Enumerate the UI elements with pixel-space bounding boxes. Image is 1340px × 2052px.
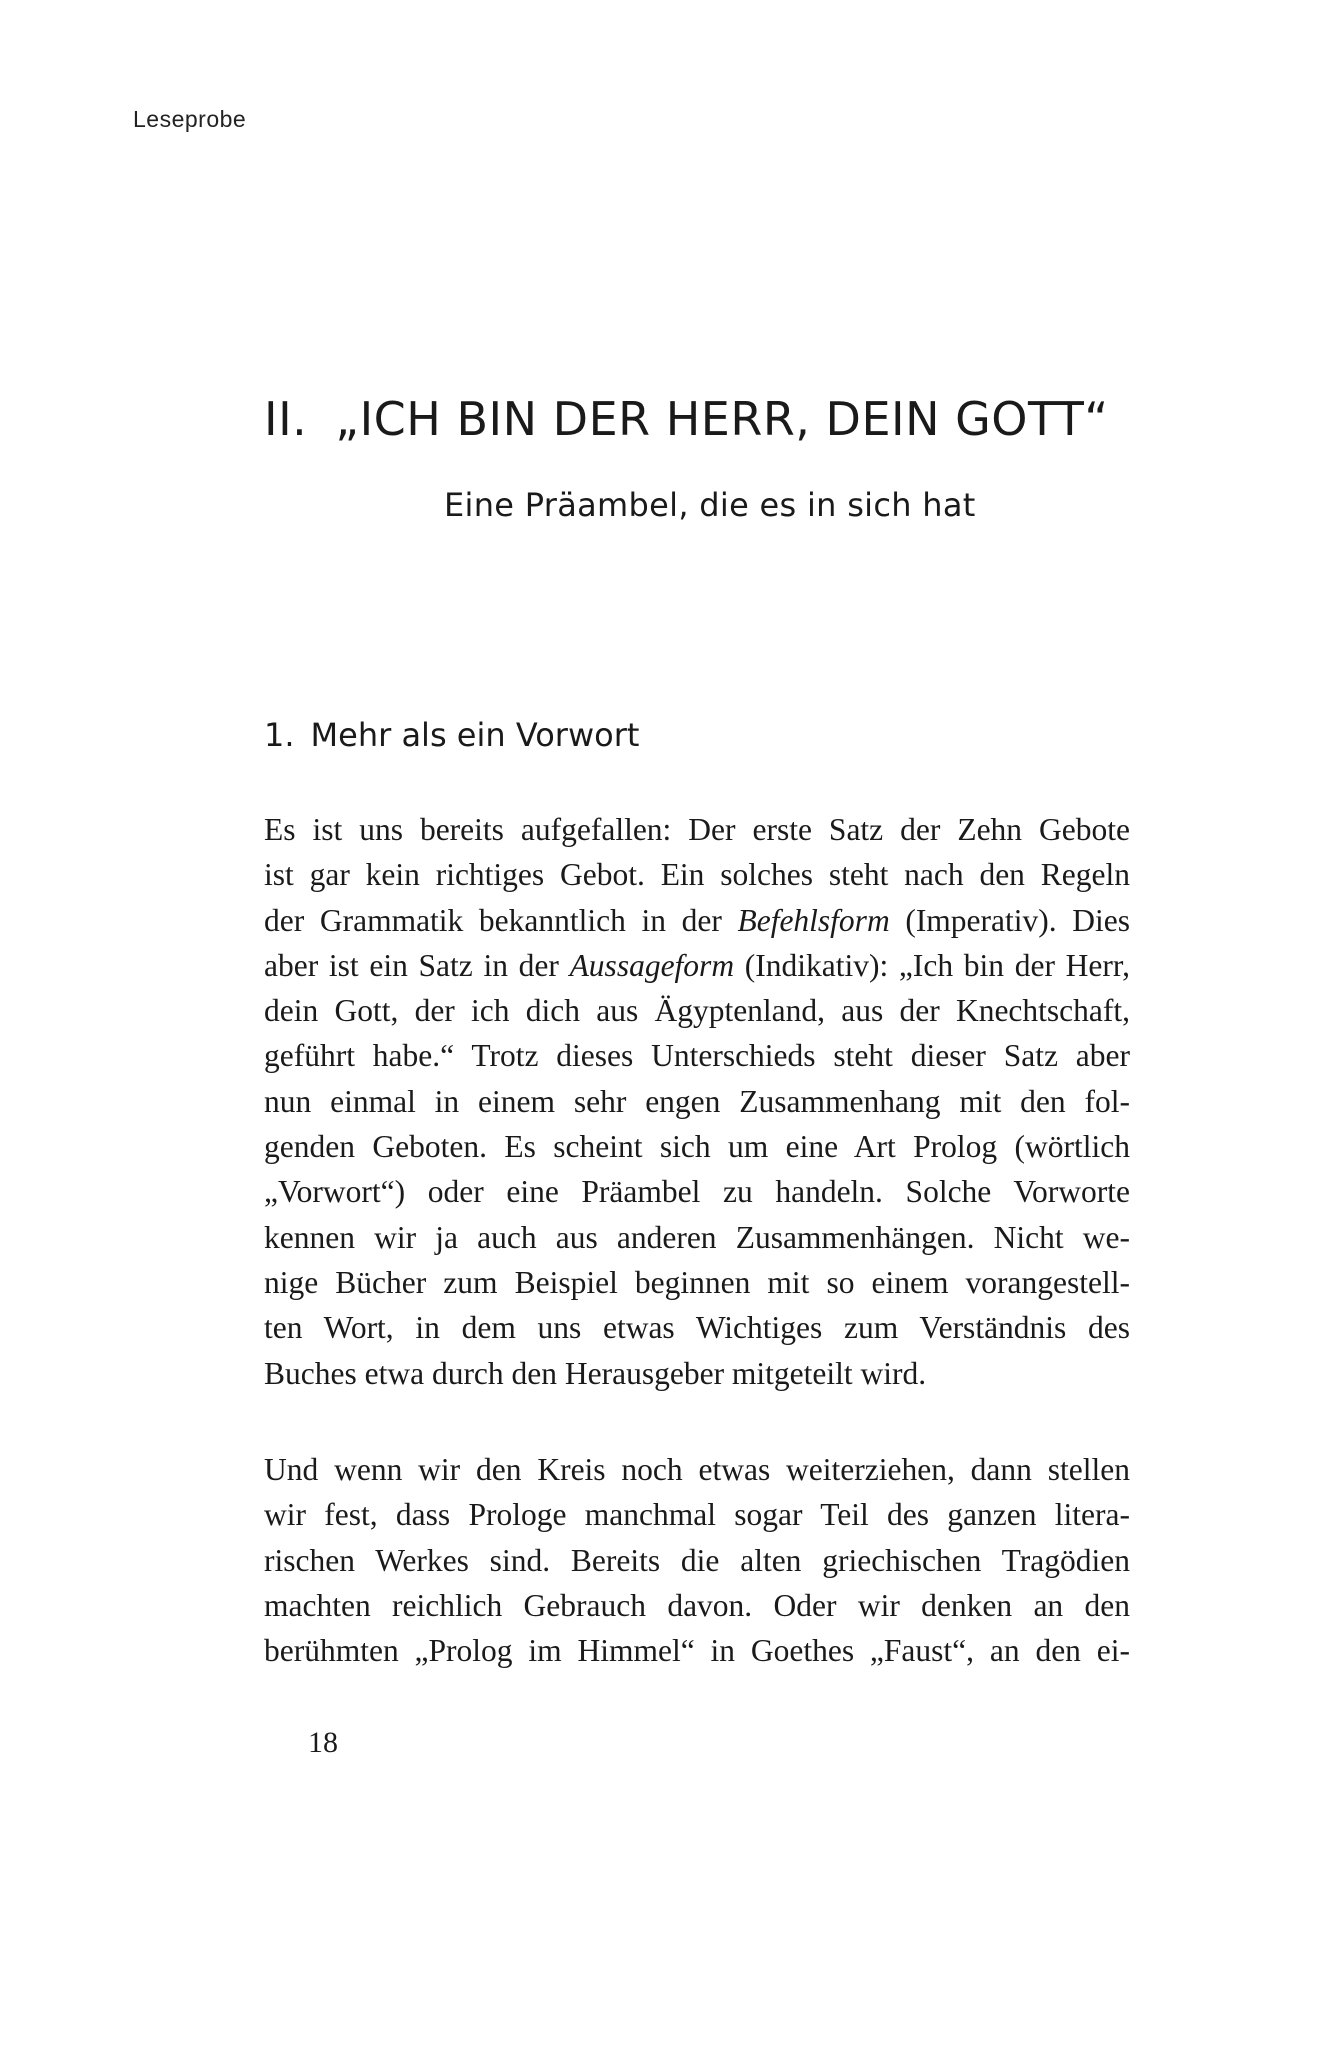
paragraph-line: Es ist uns bereits aufgefallen: Der erste Satz der Zehn Gebote	[264, 812, 1130, 847]
paragraph-line: geführt habe.“ Trotz dieses Unterschieds steht dieser Satz aber	[264, 1038, 1130, 1074]
paragraph-line: ist gar kein richtiges Gebot. Ein solches steht nach den Regeln	[264, 857, 1130, 893]
paragraph-line: berühmten „Prolog im Himmel“ in Goethes „Faust“, an den ei-	[264, 1633, 1130, 1669]
paragraph-2	[264, 1447, 1130, 1673]
text-run: (Imperativ). Dies	[889, 902, 1130, 938]
paragraph-line: genden Geboten. Es scheint sich um eine Art Prolog (wörtlich	[264, 1129, 1130, 1165]
paragraph-line: machten reichlich Gebrauch davon. Oder wir denken an den	[264, 1587, 1130, 1623]
page-number: 18	[308, 1726, 338, 1759]
paragraph-line: rischen Werkes sind. Bereits die alten griechischen Tragödien	[264, 1542, 1130, 1578]
chapter-title	[264, 392, 1144, 446]
emphasis-befehlsform: Befehlsform	[737, 902, 890, 938]
paragraph-line: Buches etwa durch den Herausgeber mitgeteilt wird.	[264, 1355, 927, 1391]
header-label: Leseprobe	[133, 106, 247, 132]
section-title: Mehr als ein Vorwort	[310, 716, 640, 754]
paragraph-line: nige Bücher zum Beispiel beginnen mit so einem vorangestell-	[264, 1264, 1130, 1300]
paragraph-line: kennen wir ja auch aus anderen Zusammenhängen. Nicht we-	[264, 1219, 1130, 1255]
text-run: aber ist ein Satz in der	[264, 947, 570, 983]
paragraph-line	[264, 898, 1130, 943]
paragraph-line: ten Wort, in dem uns etwas Wichtiges zum Verständnis des	[264, 1310, 1130, 1346]
paragraph-line: dein Gott, der ich dich aus Ägyptenland, aus der Knechtschaft,	[264, 993, 1130, 1029]
paragraph-line	[264, 943, 1130, 988]
chapter-subtitle: Eine Präambel, die es in sich hat	[444, 486, 976, 524]
paragraph-1	[264, 807, 1130, 1396]
paragraph-line: nun einmal in einem sehr engen Zusammenhang mit den fol-	[264, 1083, 1130, 1119]
text-run: (Indikativ): „Ich bin der Herr,	[734, 947, 1130, 983]
paragraph-line: wir fest, dass Prologe manchmal sogar Teil des ganzen litera-	[264, 1497, 1130, 1533]
section-number: 1.	[264, 716, 295, 754]
emphasis-aussageform: Aussageform	[569, 947, 735, 983]
text-run: der Grammatik bekanntlich in der	[264, 902, 738, 938]
paragraph-line: Und wenn wir den Kreis noch etwas weiterziehen, dann stellen	[264, 1452, 1130, 1487]
chapter-title-text: „ICH BIN DER HERR, DEIN GOTT“	[335, 392, 1109, 446]
chapter-number: II.	[264, 392, 308, 446]
paragraph-line: „Vorwort“) oder eine Präambel zu handeln. Solche Vorworte	[264, 1174, 1130, 1210]
section-heading	[264, 716, 639, 754]
